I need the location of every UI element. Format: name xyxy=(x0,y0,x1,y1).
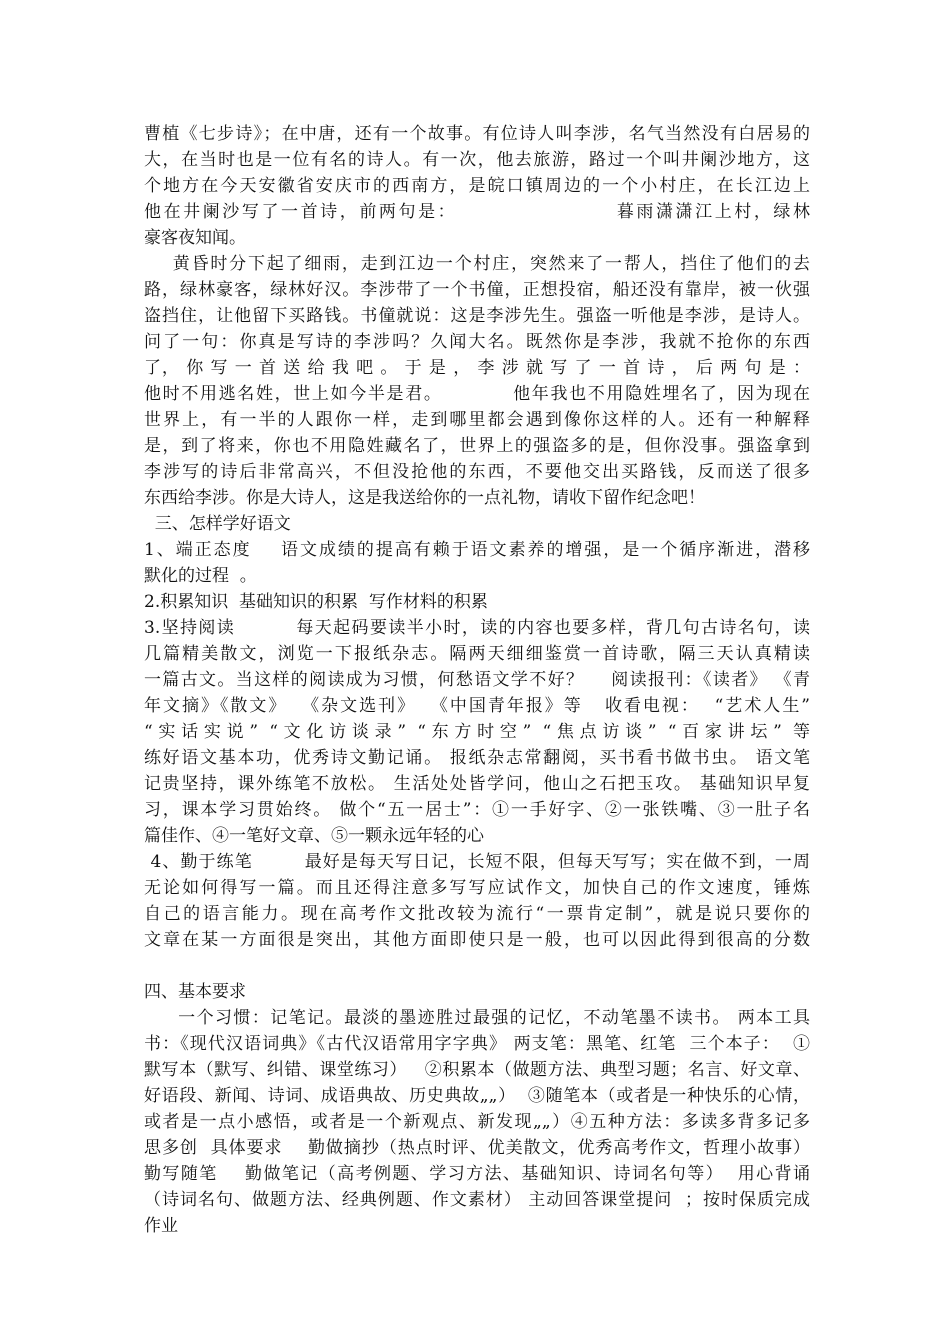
text-line: 自己的语言能力。现在高考作文批改较为流行“一票肯定制”，就是说只要你的 xyxy=(144,904,810,924)
text-line: 一篇古文。当这样的阅读成为习惯，何愁语文学不好？ 阅读报刊：《读者》 《青 xyxy=(144,670,810,690)
text-line: 默化的过程 。 xyxy=(144,566,257,586)
text-line: 问了一句：你真是写诗的李涉吗？久闻大名。既然你是李涉，我就不抢你的东西 xyxy=(144,332,810,352)
text-line: 个地方在今天安徽省安庆市的西南方，是皖口镇周边的一个小村庄，在长江边上 xyxy=(144,176,810,196)
text-line: 好语段、新闻、诗词、成语典故、历史典故„„） ③随笔本（或者是一种快乐的心情， xyxy=(144,1086,810,1106)
text-line: 黄昏时分下起了细雨，走到江边一个村庄，突然来了一帮人，挡住了他们的去 xyxy=(144,254,810,274)
text-line: “实话实说” “文化访谈录” “东方时空” “焦点访谈” “百家讲坛” 等 xyxy=(144,722,810,742)
text-line: 或者是一点小感悟，或者是一个新观点、新发现„„）④五种方法：多读多背多记多 xyxy=(144,1112,810,1132)
text-line: 书：《现代汉语词典》《古代汉语常用字字典》 两支笔：黑笔、红笔 三个本子： ① xyxy=(144,1034,810,1054)
text-line: 一个习惯：记笔记。最淡的墨迹胜过最强的记忆，不动笔墨不读书。 两本工具 xyxy=(144,1008,810,1028)
text-line: 默写本（默写、纠错、课堂练习） ②积累本（做题方法、典型习题；名言、好文章、 xyxy=(144,1060,810,1080)
text-line: 作业 xyxy=(144,1216,178,1236)
text-line: 1、端正态度 语文成绩的提高有赖于语文素养的增强，是一个循序渐进，潜移 xyxy=(144,540,810,560)
text-line: 几篇精美散文，浏览一下报纸杂志。隔两天细细鉴赏一首诗歌，隔三天认真精读 xyxy=(144,644,810,664)
text-line: 篇佳作、④一笔好文章、⑤一颗永远年轻的心 xyxy=(144,826,484,846)
text-line: 记贵坚持，课外练笔不放松。 生活处处皆学问，他山之石把玉攻。 基础知识早复 xyxy=(144,774,810,794)
text-line: 勤写随笔 勤做笔记（高考例题、学习方法、基础知识、诗词名句等） 用心背诵 xyxy=(144,1164,810,1184)
text-line: 练好语文基本功，优秀诗文勤记诵。 报纸杂志常翻阅，买书看书做书虫。 语文笔 xyxy=(144,748,810,768)
text-line: 大，在当时也是一位有名的诗人。有一次，他去旅游，路过一个叫井阑沙地方，这 xyxy=(144,150,810,170)
text-line: （诗词名句、做题方法、经典例题、作文素材） 主动回答课堂提问 ；按时保质完成 xyxy=(144,1190,810,1210)
text-line: 习，课本学习贯始终。 做个“五一居士”：①一手好字、②一张铁嘴、③一肚子名 xyxy=(144,800,810,820)
text-line: 思多创 具体要求 勤做摘抄（热点时评、优美散文，优秀高考作文，哲理小故事） xyxy=(144,1138,810,1158)
text-line: 文章在某一方面很是突出，其他方面即使只是一般，也可以因此得到很高的分数 xyxy=(144,930,810,950)
text-line: 路，绿林豪客，绿林好汉。李涉带了一个书僮，正想投宿，船还没有靠岸，被一伙强 xyxy=(144,280,810,300)
text-line: 豪客夜知闻。 xyxy=(144,228,246,248)
text-line: 无论如何得写一篇。而且还得注意多写写应试作文，加快自己的作文速度，锤炼 xyxy=(144,878,810,898)
text-line: 他时不用逃名姓，世上如今半是君。 他年我也不用隐姓埋名了，因为现在 xyxy=(144,384,810,404)
text-line: 2.积累知识 基础知识的积累 写作材料的积累 xyxy=(144,592,488,612)
blank-line xyxy=(144,953,810,979)
text-line: 世界上，有一半的人跟你一样，走到哪里都会遇到像你这样的人。还有一种解释 xyxy=(144,410,810,430)
text-line: 了， 你 写 一 首 送 给 我 吧 。 于 是 ， 李 涉 就 写 了 一 首 诗 ， 后 两 句 是 ： xyxy=(144,358,810,378)
text-line: 曹植《七步诗》；在中唐，还有一个故事。有位诗人叫李涉，名气当然没有白居易的 xyxy=(144,124,810,144)
text-line: 李涉写的诗后非常高兴，不但没抢他的东西，不要他交出买路钱，反而送了很多 xyxy=(144,462,810,482)
text-line: 三、怎样学好语文 xyxy=(144,514,291,534)
text-line: 东西给李涉。你是大诗人，这是我送给你的一点礼物，请收下留作纪念吧！ xyxy=(144,488,705,508)
text-line: 盗挡住，让他留下买路钱。书僮就说：这是李涉先生。强盗一听他是李涉，是诗人。 xyxy=(144,306,810,326)
text-line: 3.坚持阅读 每天起码要读半小时，读的内容也要多样，背几句古诗名句，读 xyxy=(144,618,810,638)
text-line: 年文摘》《散文》 《杂文选刊》 《中国青年报》等 收看电视： “艺术人生” xyxy=(144,696,810,716)
text-line: 四、基本要求 xyxy=(144,982,246,1002)
text-line: 他在井阑沙写了一首诗，前两句是： 暮雨潇潇江上村，绿林 xyxy=(144,202,810,222)
text-line: 是，到了将来，你也不用隐姓藏名了，世界上的强盗多的是，但你没事。强盗拿到 xyxy=(144,436,810,456)
text-line: 4、勤于练笔 最好是每天写日记，长短不限，但每天写写；实在做不到，一周 xyxy=(144,852,810,872)
